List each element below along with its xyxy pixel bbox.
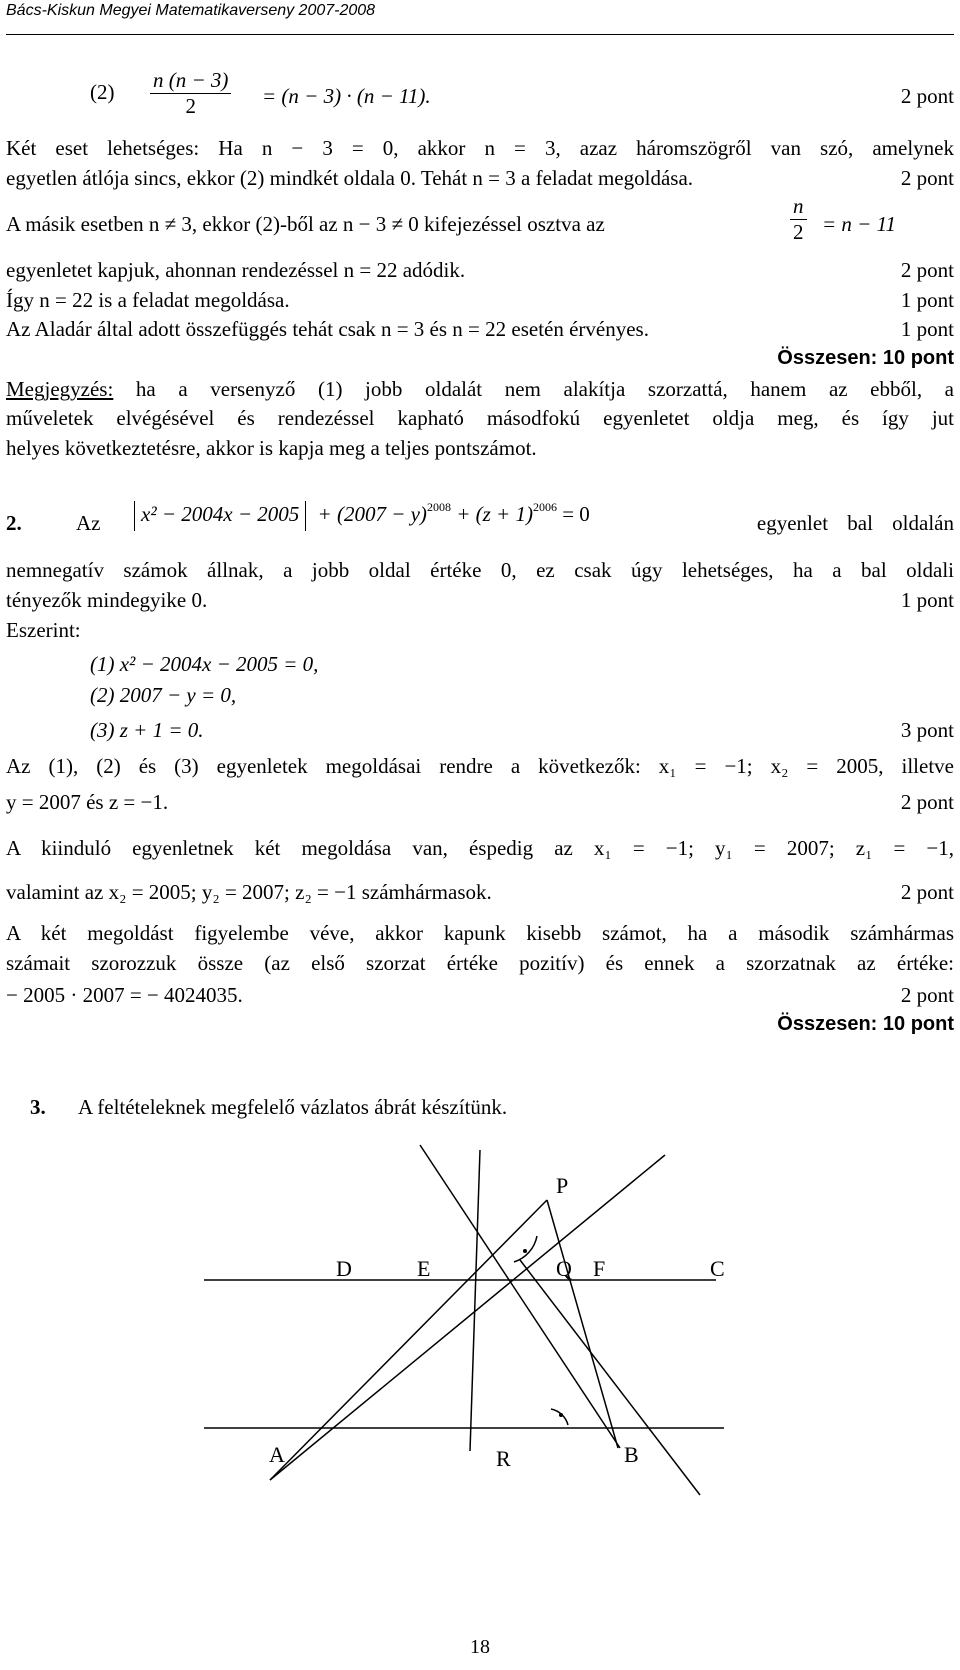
p2-line-2: nemnegatív számok állnak, a jobb oldal értéke 0, ez csak úgy lehetséges, ha a bal oldali [6,558,954,582]
line-B-diagonal [520,1260,700,1495]
term-3: + (z + 1) [456,502,533,526]
p2-eq-2: (2) 2007 − y = 0, [90,683,237,707]
label-C: C [710,1256,725,1281]
problem-3-text: A feltételeknek megfelelő vázlatos ábrát készítünk. [78,1095,508,1119]
p1-line-5: Így n = 22 is a feladat megoldása. [6,288,290,312]
line-A-diagonal [270,1155,665,1480]
eq-label: (2) [90,80,115,104]
p1-line-2: egyetlen átlója sincs, ekkor (2) mindkét oldala 0. Tehát n = 3 a feladat megoldása. [6,166,694,190]
page-header: Bács-Kiskun Megyei Matematikaverseny 2007-2008 [6,2,376,19]
p2-line-4: Eszerint: [6,618,81,642]
label-F: F [593,1256,606,1281]
exponent-2006: 2006 [532,500,557,514]
label-P: P [556,1173,569,1198]
p2-line-8: valamint az x₂ = 2005; y₂ = 2007; z₂ = −1 számhármasok. [6,880,492,904]
p2-eq-3: (3) z + 1 = 0. [90,718,204,742]
eq-rhs: = (n − 3) · (n − 11). [262,84,431,108]
note-line-3: helyes következtetésre, akkor is kapja meg a teljes pontszámot. [6,436,537,460]
p1-line-4-points: 2 pont [900,258,954,282]
p2-total: Összesen: 10 pont [777,1013,954,1035]
line-AP [270,1200,547,1480]
eq-numerator: n (n − 3) [150,68,231,94]
p1-line-3: A másik esetben n ≠ 3, ekkor (2)-ből az n − 3 ≠ 0 kifejezéssel osztva az [6,212,605,236]
p2-line-3-points: 1 pont [900,588,954,612]
problem-2-number: 2. [6,511,22,535]
problem-2-intro: Az [76,511,101,535]
p2-line-6: y = 2007 és z = −1. [6,790,169,814]
p2-line-11: − 2005 · 2007 = − 4024035. [6,983,243,1007]
p2-line-9: A két megoldást figyelembe véve, akkor kapunk kisebb számot, ha a második számhármas [6,921,954,945]
right-angle-dot-Q [523,1249,527,1253]
problem-2-tail: egyenlet bal oldalán [756,511,954,535]
line-through-F [420,1145,620,1448]
line-ER [470,1150,480,1451]
eq-denominator: 2 [185,94,196,118]
term-2: + (2007 − y) [317,502,427,526]
p2-line-3: tényezők mindegyike 0. [6,588,208,612]
note-label: Megjegyzés: [6,377,114,401]
label-R: R [496,1446,511,1471]
p2-line-6-points: 2 pont [900,790,954,814]
right-angle-arc-R [551,1409,568,1425]
p2-line-10: számait szorozzuk össze (az első szorzat értéke pozitív) és ennek a szorzatnak az értéke: [6,951,954,975]
label-D: D [336,1256,352,1281]
p2-line-8-points: 2 pont [900,880,954,904]
p2-eq-3-points: 3 pont [900,718,954,742]
p1-line-1: Két eset lehetséges: Ha n − 3 = 0, akkor n = 3, azaz háromszögről van szó, amelynek [6,136,954,160]
right-angle-dot-R [559,1413,563,1417]
note-text-1: ha a versenyző (1) jobb oldalát nem alakítja szorzattá, hanem az ebből, a [135,377,955,401]
eq-points: 2 pont [900,84,954,108]
p2-line-11-points: 2 pont [900,983,954,1007]
p1-line-5-points: 1 pont [900,288,954,312]
exponent-2008: 2008 [426,500,451,514]
p1-line-2-points: 2 pont [900,166,954,190]
p2-line-7: A kiinduló egyenletnek két megoldása van, éspedig az x₁ = −1; y₁ = 2007; z₁ = −1, [6,836,954,860]
label-E: E [417,1256,431,1281]
p2-eq-1: (1) x² − 2004x − 2005 = 0, [90,652,319,676]
fraction-denominator: 2 [793,220,804,244]
right-angle-arc-Q [514,1236,537,1262]
label-B: B [624,1442,639,1467]
note-line-2: műveletek elvégésével és rendezéssel kapható másodfokú egyenletet oldja meg, és így jut [6,406,954,430]
p1-line-3-rhs: = n − 11 [822,212,897,236]
p2-line-5: Az (1), (2) és (3) egyenletek megoldásai rendre a következők: x₁ = −1; x₂ = 2005, illetve [6,754,954,778]
p1-line-4: egyenletet kapjuk, ahonnan rendezéssel n = 22 adódik. [6,258,466,282]
abs-expression: x² − 2004x − 2005 [141,502,300,526]
label-A: A [269,1442,285,1467]
page-number: 18 [470,1636,490,1658]
p1-line-6: Az Aladár által adott összefüggés tehát csak n = 3 és n = 22 esetén érvényes. [6,317,649,341]
problem-3-number: 3. [30,1095,46,1119]
fraction-numerator: n [790,194,807,220]
equals-zero: = 0 [562,502,590,526]
p1-total: Összesen: 10 pont [777,347,954,369]
p1-line-6-points: 1 pont [900,317,954,341]
label-Q: Q [556,1256,572,1281]
